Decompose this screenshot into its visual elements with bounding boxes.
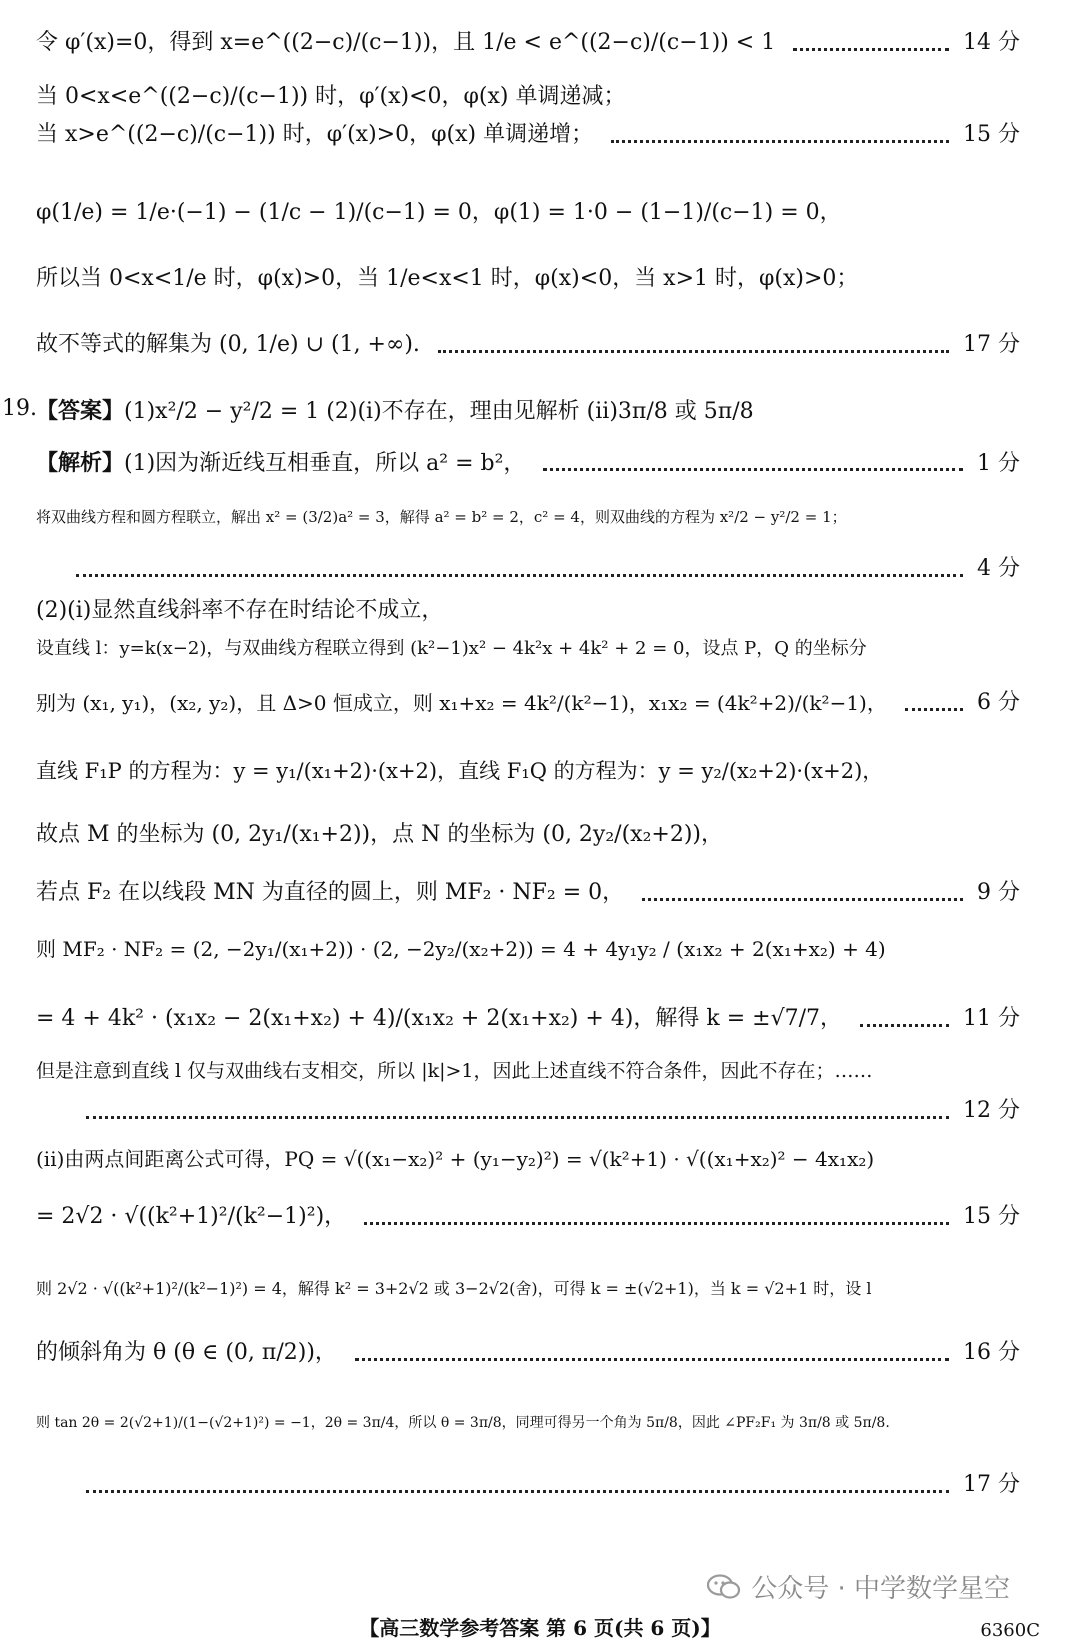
score-label: 15 分 (963, 122, 1020, 147)
line-text: 则 MF₂ · NF₂ = (2, −2y₁/(x₁+2)) · (2, −2y₂/(x₂+2)) = 4 + 4y₁y₂ / (x₁x₂ + 2(x₁+x₂) + 4) (36, 937, 886, 961)
line-text: 直线 F₁P 的方程为：y = y₁/(x₁+2)·(x+2)，直线 F₁Q 的方程为：y = y₂/(x₂+2)·(x+2)， (36, 759, 884, 783)
dot-leader (905, 708, 963, 711)
dot-leader (438, 350, 949, 353)
line-score-12 (36, 1096, 1020, 1126)
line-distance (36, 1144, 1020, 1174)
line-text: 则 2√2 · √((k²+1)²/(k²−1)²) = 4，解得 k² = 3+2√2 或 3−2√2(舍)，可得 k = ±(√2+1)，当 k = √2+1 时，设 l (36, 1279, 872, 1298)
score-label: 9 分 (977, 880, 1020, 905)
line-text: 将双曲线方程和圆方程联立，解出 x² = (3/2)a² = 3，解得 a² = b² = 2，c² = 4，则双曲线的方程为 x²/2 − y²/2 = 1； (36, 508, 847, 526)
line-text: 但是注意到直线 l 仅与双曲线右支相交，所以 |k|>1，因此上述直线不符合条件，因此不存在；…… (36, 1060, 873, 1082)
line-text: 故不等式的解集为 (0, 1/e) ∪ (1, +∞). (36, 332, 420, 357)
line-pq-simplified (36, 1202, 1020, 1232)
page-footer: 【高三数学参考答案 第 6 页(共 6 页)】 (359, 1616, 721, 1640)
dot-leader (355, 1358, 949, 1361)
analysis-text: (1)因为渐近线互相垂直，所以 a² = b²， (124, 451, 526, 476)
line-text: 当 0<x<e^((2−c)/(c−1)) 时，φ′(x)<0，φ(x) 单调递减； (36, 84, 626, 109)
line-text: 所以当 0<x<1/e 时，φ(x)>0，当 1/e<x<1 时，φ(x)<0，当 x>1 时，φ(x)>0； (36, 266, 859, 291)
score-label: 17 分 (963, 332, 1020, 357)
line-vieta (36, 688, 1020, 718)
line-solve-k-squared (36, 1274, 1020, 1304)
line-text: 若点 F₂ 在以线段 MN 为直径的圆上，则 MF₂ · NF₂ = 0， (36, 880, 625, 905)
answer-text: (1)x²/2 − y²/2 = 1 (2)(i)不存在，理由见解析 (ii)3π/8 或 5π/8 (124, 399, 754, 424)
line-increasing (36, 120, 1020, 150)
dot-leader (860, 1024, 949, 1027)
line-score-17 (36, 1470, 1020, 1500)
line-sign-cases (36, 264, 1020, 294)
line-text: φ(1/e) = 1/e·(−1) − (1/c − 1)/(c−1) = 0，φ(1) = 1·0 − (1−1)/(c−1) = 0， (36, 200, 842, 225)
line-f1p-f1q (36, 756, 1020, 786)
line-text: 别为 (x₁, y₁)，(x₂, y₂)，且 Δ>0 恒成立，则 x₁+x₂ = 4k²/(k²−1)，x₁x₂ = (4k²+2)/(k²−1)， (36, 691, 887, 715)
wechat-icon (707, 1574, 741, 1600)
score-label: 6 分 (977, 690, 1020, 715)
line-phi-values (36, 198, 1020, 228)
score-label: 11 分 (963, 1006, 1020, 1031)
line-text (36, 448, 525, 479)
question-number: 19. (2, 396, 37, 421)
dot-leader (611, 140, 949, 143)
line-text: 的倾斜角为 θ (θ ∈ (0, π/2))， (36, 1340, 337, 1365)
dot-leader (793, 48, 949, 51)
line-text: 设直线 l：y=k(x−2)，与双曲线方程联立得到 (k²−1)x² − 4k²x + 4k² + 2 = 0，设点 P，Q 的坐标分 (36, 638, 867, 659)
score-label: 15 分 (963, 1204, 1020, 1229)
line-answer (36, 396, 1020, 427)
line-text: (ii)由两点间距离公式可得，PQ = √((x₁−x₂)² + (y₁−y₂)²) = √(k²+1) · √((x₁+x₂)² − 4x₁x₂) (36, 1147, 875, 1171)
line-text: (2)(i)显然直线斜率不存在时结论不成立， (36, 598, 444, 623)
line-text: 令 φ′(x)=0，得到 x=e^((2−c)/(c−1))，且 1/e < e^((2−c)/(c−1)) < 1 (36, 30, 776, 55)
line-analysis-1 (36, 448, 1020, 479)
dot-leader (86, 1490, 949, 1493)
line-set-line (36, 634, 1020, 664)
line-text: 则 tan 2θ = 2(√2+1)/(1−(√2+1)²) = −1，2θ = 3π/4，所以 θ = 3π/8，同理可得另一个角为 5π/8，因此 ∠PF₂F₁ 为 3π/8 或 5π/8. (36, 1415, 890, 1431)
document-code: 6360C (980, 1620, 1040, 1641)
line-text: = 4 + 4k² · (x₁x₂ − 2(x₁+x₂) + 4)/(x₁x₂ + 2(x₁+x₂) + 4)，解得 k = ±√7/7， (36, 1006, 842, 1031)
line-dot-product (36, 934, 1020, 964)
dot-leader (364, 1222, 949, 1225)
dot-leader (76, 574, 963, 577)
score-label: 17 分 (963, 1472, 1020, 1497)
line-analysis-2 (36, 502, 1020, 532)
line-score-4 (36, 554, 1020, 584)
line-text: 当 x>e^((2−c)/(c−1)) 时，φ′(x)>0，φ(x) 单调递增； (36, 122, 594, 147)
line-part2-i (36, 596, 1020, 626)
score-label: 1 分 (977, 450, 1020, 476)
line-not-exist (36, 1056, 1020, 1086)
watermark-text: 公众号 · 中学数学星空 (751, 1574, 1010, 1604)
line-inclination (36, 1338, 1020, 1368)
answer-tag: 【答案】 (36, 398, 125, 424)
score-label: 12 分 (963, 1098, 1020, 1123)
wechat-watermark (707, 1568, 1010, 1605)
dot-leader (86, 1116, 949, 1119)
score-label: 14 分 (963, 30, 1020, 55)
dot-leader (642, 898, 963, 901)
line-solution-set (36, 330, 1020, 360)
line-text (36, 396, 754, 427)
line-phi-prime-zero (36, 28, 1020, 58)
dot-leader (543, 468, 963, 471)
line-circle-condition (36, 878, 1020, 908)
line-text: = 2√2 · √((k²+1)²/(k²−1)²)， (36, 1204, 347, 1229)
line-mn-coords (36, 820, 1020, 850)
line-solve-k (36, 1004, 1020, 1034)
analysis-tag: 【解析】 (36, 450, 125, 476)
line-tan-2theta (36, 1408, 1020, 1438)
line-decreasing (36, 82, 1020, 112)
score-label: 4 分 (977, 556, 1020, 581)
score-label: 16 分 (963, 1340, 1020, 1365)
line-text: 故点 M 的坐标为 (0, 2y₁/(x₁+2))，点 N 的坐标为 (0, 2y₂/(x₂+2))， (36, 822, 723, 847)
